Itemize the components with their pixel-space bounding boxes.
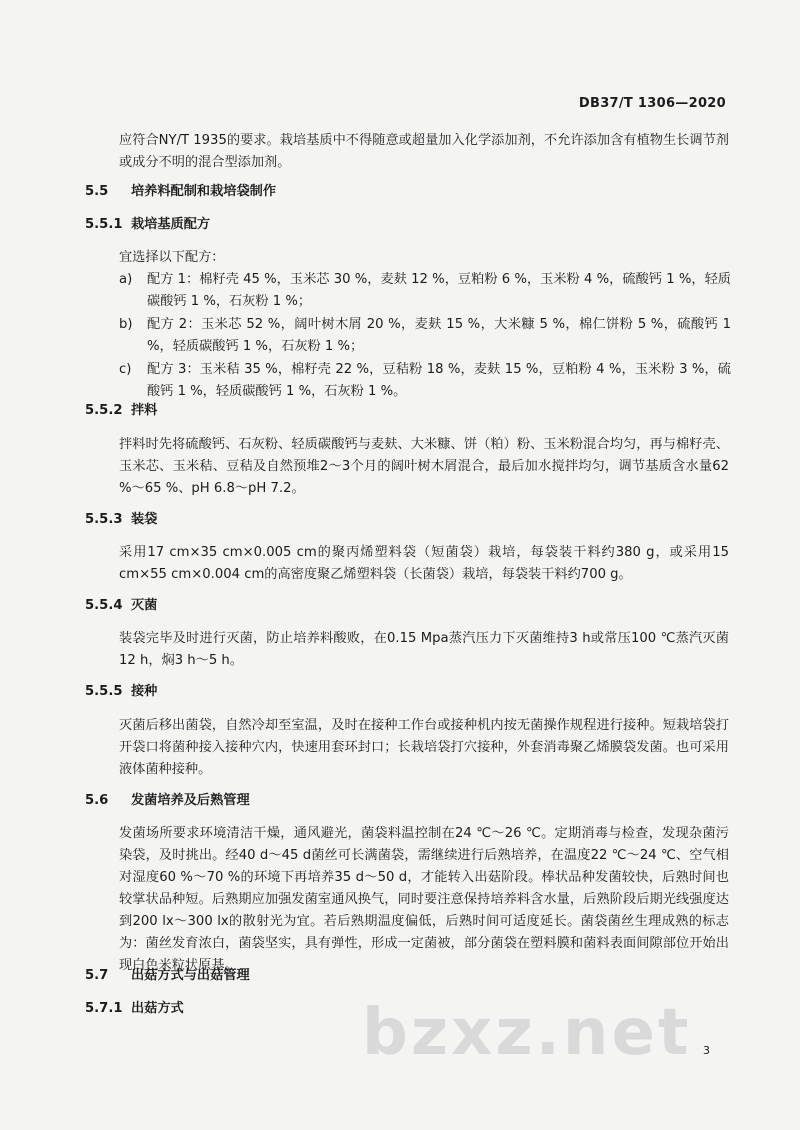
paragraph-sterilization: 装袋完毕及时进行灭菌，防止培养料酸败，在0.15 Mpa蒸汽压力下灭菌维持3 h或常压100 ℃蒸汽灭菌12 h，焖3 h～5 h。 xyxy=(119,631,729,668)
heading-number: 5.5.4 xyxy=(85,598,123,613)
heading-title: 装袋 xyxy=(131,512,158,527)
heading-5-7-1 xyxy=(85,999,184,1019)
heading-5-5-2 xyxy=(85,401,157,421)
heading-title: 出菇方式与出菇管理 xyxy=(131,968,250,983)
heading-number: 5.5.3 xyxy=(85,512,123,527)
heading-title: 出菇方式 xyxy=(131,1001,184,1016)
heading-title: 栽培基质配方 xyxy=(131,217,211,232)
list-text: 配方 3：玉米秸 35 %，棉籽壳 22 %，豆秸粉 18 %，麦麸 15 %，豆粕粉 4 %，玉米粉 3 %，硫酸钙 1 %，轻质碳酸钙 1 %，石灰粉 1 %。 xyxy=(147,362,731,399)
heading-5-7 xyxy=(85,966,250,986)
heading-5-5-3 xyxy=(85,510,157,530)
heading-5-5 xyxy=(85,182,276,202)
list-marker: c) xyxy=(119,362,132,377)
heading-5-5-5 xyxy=(85,682,157,702)
watermark: bzxz.net xyxy=(362,996,692,1070)
heading-title: 灭菌 xyxy=(131,598,158,613)
heading-number: 5.5 xyxy=(85,184,109,199)
heading-number: 5.5.5 xyxy=(85,684,123,699)
heading-number: 5.5.1 xyxy=(85,217,123,232)
standard-code: DB37/T 1306—2020 xyxy=(578,96,726,111)
heading-title: 接种 xyxy=(131,684,158,699)
paragraph-continuation: 应符合NY/T 1935的要求。栽培基质中不得随意或超量加入化学添加剂，不允许添加含有植物生长调节剂或成分不明的混合型添加剂。 xyxy=(119,133,729,170)
heading-5-5-1 xyxy=(85,215,210,235)
heading-title: 培养料配制和栽培袋制作 xyxy=(131,184,277,199)
heading-number: 5.7.1 xyxy=(85,1001,123,1016)
list-text: 配方 1：棉籽壳 45 %，玉米芯 30 %，麦麸 12 %，豆粕粉 6 %，玉米粉 4 %，硫酸钙 1 %，轻质碳酸钙 1 %，石灰粉 1 %； xyxy=(147,272,731,309)
list-text: 配方 2：玉米芯 52 %，阔叶树木屑 20 %，麦麸 15 %，大米糠 5 %，棉仁饼粉 5 %，硫酸钙 1 %，轻质碳酸钙 1 %，石灰粉 1 %； xyxy=(147,317,731,354)
heading-number: 5.7 xyxy=(85,968,109,983)
paragraph-cultivation: 发菌场所要求环境清洁干燥，通风避光，菌袋料温控制在24 ℃～26 ℃。定期消毒与检查，发现杂菌污染袋，及时挑出。经40 d～45 d菌丝可长满菌袋，需继续进行后熟培养，在温度22 ℃～24 ℃、空气相对湿度60 %～70 %的环境下再培养35 d～50 d，才能转入出菇阶段。棒状品种发菌较快，后熟时间也较掌状品种短。后熟期应加强发菌室通风换气，同时要注意保持培养料含水量，后熟阶段后期光线强度达到200 lx～300 lx的散射光为宜。若后熟期温度偏低，后熟时间可适度延长。菌袋菌丝生理成熟的标志为：菌丝发育浓白，菌袋坚实，具有弹性，形成一定菌被，部分菌袋在塑料膜和菌料表面间隙部位开始出现白色米粒状原基。 xyxy=(119,826,729,973)
list-marker: b) xyxy=(119,317,133,332)
list-marker: a) xyxy=(119,272,133,287)
heading-5-6 xyxy=(85,791,250,811)
paragraph-bagging: 采用17 cm×35 cm×0.005 cm的聚丙烯塑料袋（短菌袋）栽培，每袋装干料约380 g，或采用15 cm×55 cm×0.004 cm的高密度聚乙烯塑料袋（长菌袋）栽培，每袋装干料约700 g。 xyxy=(119,545,729,582)
paragraph-inoculation: 灭菌后移出菌袋，自然冷却至室温，及时在接种工作台或接种机内按无菌操作规程进行接种。短栽培袋打开袋口将菌种接入接种穴内，快速用套环封口；长栽培袋打穴接种，外套消毒聚乙烯膜袋发菌。也可采用液体菌种接种。 xyxy=(119,718,729,777)
heading-5-5-4 xyxy=(85,596,157,616)
page-number: 3 xyxy=(703,1044,710,1057)
paragraph-mixing: 拌料时先将硫酸钙、石灰粉、轻质碳酸钙与麦麸、大米糠、饼（粕）粉、玉米粉混合均匀，再与棉籽壳、玉米芯、玉米秸、豆秸及自然预堆2～3个月的阔叶树木屑混合，最后加水搅拌均匀，调节基质含水量62 %～65 %、pH 6.8～pH 7.2。 xyxy=(119,437,729,496)
heading-title: 拌料 xyxy=(131,403,158,418)
heading-number: 5.5.2 xyxy=(85,403,123,418)
heading-number: 5.6 xyxy=(85,793,109,808)
heading-title: 发菌培养及后熟管理 xyxy=(131,793,250,808)
formula-lead: 宜选择以下配方： xyxy=(119,250,225,265)
